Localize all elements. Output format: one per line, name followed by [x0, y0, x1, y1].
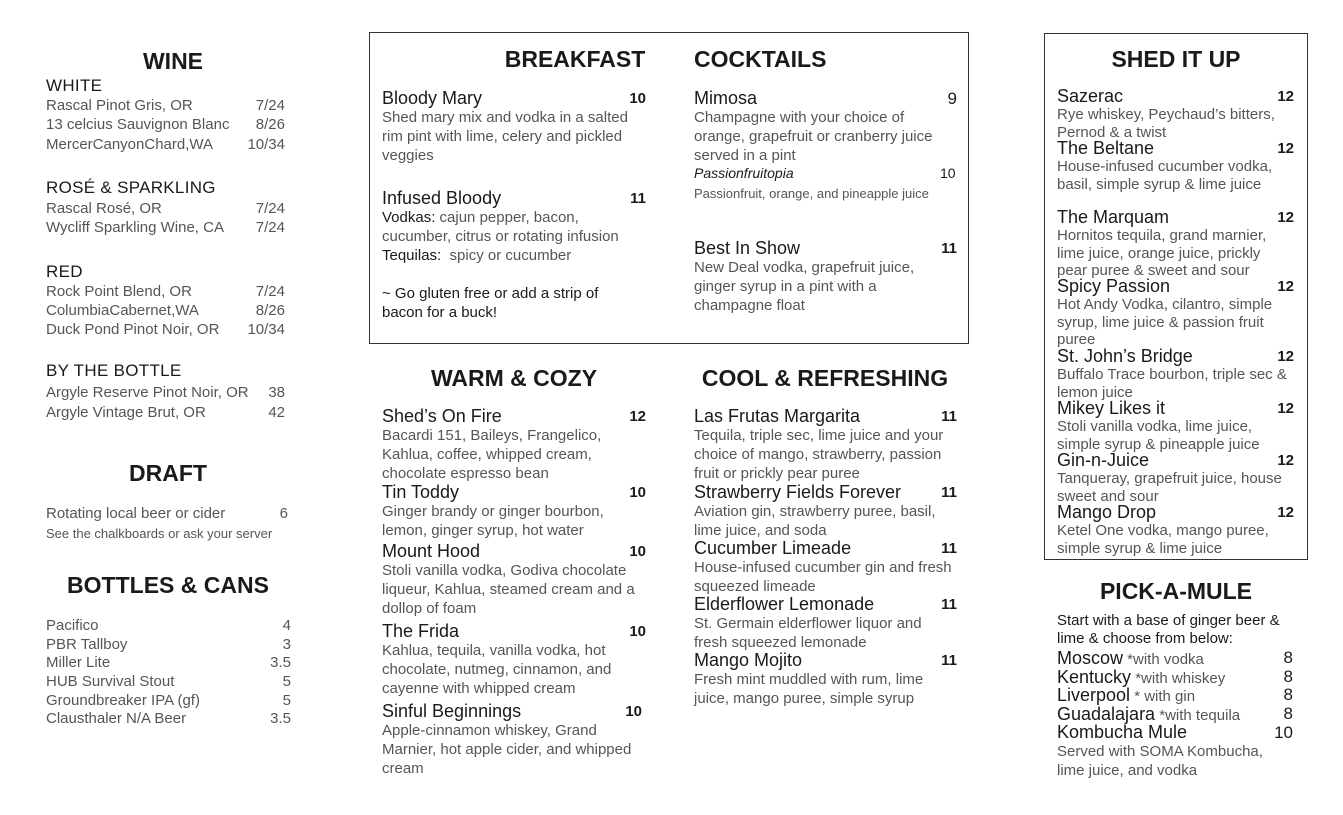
drink-kombucha-mule — [1057, 722, 1293, 780]
mule-heading: PICK-A-MULE — [1099, 578, 1253, 604]
drink-name: Mango Mojito — [694, 650, 803, 670]
mule-price: 8 — [1283, 704, 1293, 723]
tequilas-label: Tequilas: — [382, 247, 442, 264]
drink-price: 9 — [947, 89, 957, 108]
item-price: 7/24 — [255, 283, 285, 300]
item-name: Clausthaler N/A Beer — [46, 710, 187, 727]
drink-name: Infused Bloody — [382, 188, 502, 208]
item-name: HUB Survival Stout — [46, 673, 175, 690]
item-name: Rascal Pinot Gris, OR — [46, 97, 193, 114]
drink-description: Fresh mint muddled with rum, lime juice, mango puree, simple syrup — [694, 671, 924, 707]
drink-description: Hornitos tequila, grand marnier, lime juice, orange juice, prickly pear puree & sweet and sour — [1057, 227, 1267, 279]
drink-description: Buffalo Trace bourbon, triple sec & lemon juice — [1057, 366, 1287, 401]
mule-option — [1057, 648, 1293, 669]
drink-mimosa — [694, 88, 957, 165]
drink-description: Ketel One vodka, mango puree, simple syrup & lime juice — [1057, 522, 1269, 557]
drink-name: Las Frutas Margarita — [694, 406, 861, 426]
drink-name: Tin Toddy — [382, 482, 460, 502]
drink-cucumber-limeade — [694, 538, 957, 596]
drink-price: 12 — [1277, 209, 1294, 226]
drink-name: St. John’s Bridge — [1057, 346, 1193, 366]
item-name: Argyle Reserve Pinot Noir, OR — [46, 384, 249, 401]
drink-mount-hood — [382, 541, 646, 618]
vodkas-options: cajun pepper, bacon, cucumber, citrus or rotating infusion — [382, 209, 619, 245]
wine-heading: WINE — [142, 48, 204, 74]
mule-name: Liverpool — [1057, 685, 1131, 705]
drink-bloody-mary — [382, 88, 646, 165]
drink-price: 12 — [1277, 88, 1294, 105]
drink-price: 12 — [1277, 140, 1294, 157]
mule-price: 8 — [1283, 667, 1293, 686]
item-price: 5 — [282, 692, 291, 709]
bottle-label: BY THE BOTTLE — [46, 361, 182, 380]
bottles-heading: BOTTLES & CANS — [67, 572, 269, 598]
item-price: 38 — [268, 384, 285, 401]
drink-price: 11 — [941, 484, 957, 501]
drink-description: Hot Andy Vodka, cilantro, simple syrup, lime juice & passion fruit puree — [1057, 296, 1273, 348]
drink-price: 12 — [1277, 452, 1294, 469]
item-price: 6 — [279, 505, 288, 522]
drink-description: House-infused cucumber gin and fresh squeezed limeade — [694, 559, 952, 595]
drink-strawberry-fields — [694, 482, 957, 540]
drink-name: Cucumber Limeade — [694, 538, 852, 558]
drink-name: Mimosa — [694, 88, 758, 108]
item-price: 4 — [282, 617, 291, 634]
drink-price: 10 — [1274, 723, 1293, 742]
drink-description: Ginger brandy or ginger bourbon, lemon, ginger syrup, hot water — [382, 503, 604, 539]
drink-price: 12 — [1277, 348, 1294, 365]
drink-the-marquam — [1057, 207, 1294, 280]
drink-description: Champagne with your choice of orange, grapefruit or cranberry juice served in a pint — [694, 109, 933, 164]
item-price: 7/24 — [255, 219, 285, 236]
drink-spicy-passion — [1057, 276, 1294, 349]
item-name: Rascal Rosé, OR — [46, 200, 162, 217]
mule-spirit: * with gin — [1130, 688, 1196, 705]
shed-heading: SHED IT UP — [1111, 46, 1241, 72]
drink-description: Shed mary mix and vodka in a salted rim pint with lime, celery and pickled veggies — [382, 109, 628, 164]
item-price: 7/24 — [255, 200, 285, 217]
cocktails-heading: COCKTAILS — [694, 46, 827, 72]
draft-heading: DRAFT — [129, 460, 207, 486]
drink-st-johns-bridge — [1057, 346, 1294, 401]
drink-the-beltane — [1057, 138, 1294, 193]
drink-description: Apple-cinnamon whiskey, Grand Marnier, hot apple cider, and whipped cream — [382, 722, 632, 777]
drink-name: Spicy Passion — [1057, 276, 1171, 296]
mule-spirit: *with whiskey — [1131, 670, 1226, 687]
drink-price: 10 — [629, 484, 646, 501]
drink-name: Bloody Mary — [382, 88, 483, 108]
mule-spirit: *with tequila — [1155, 707, 1241, 724]
item-price: 10/34 — [247, 321, 285, 338]
drink-price: 11 — [941, 408, 957, 425]
mule-intro: Start with a base of ginger beer & lime & choose from below: — [1057, 612, 1280, 647]
drink-name: Sinful Beginnings — [382, 701, 522, 721]
item-price: 3.5 — [270, 654, 291, 671]
drink-price: 12 — [629, 408, 646, 425]
breakfast-note: ~ Go gluten free or add a strip of bacon for a buck! — [382, 285, 599, 321]
drink-description: Tequila, triple sec, lime juice and your choice of mango, strawberry, passion fruit or prickly pear puree — [694, 427, 944, 482]
drink-best-in-show — [694, 238, 957, 315]
drink-sinful-beginnings — [382, 701, 642, 778]
warm-heading: WARM & COZY — [430, 365, 598, 391]
drink-description: Aviation gin, strawberry puree, basil, lime juice, and soda — [694, 503, 936, 539]
drink-name: Strawberry Fields Forever — [694, 482, 902, 502]
drink-sheds-on-fire — [382, 406, 646, 483]
passionfruitopia-description: Passionfruit, orange, and pineapple juice — [694, 186, 929, 201]
drink-description: Stoli vanilla vodka, Godiva chocolate liqueur, Kahlua, steamed cream and a dollop of foam — [382, 562, 635, 617]
drink-description: Rye whiskey, Peychaud’s bitters, Pernod & a twist — [1057, 106, 1275, 141]
white-label: WHITE — [46, 76, 103, 95]
drink-elderflower-lemonade — [694, 594, 957, 652]
drink-name: Best In Show — [694, 238, 801, 258]
item-name: Argyle Vintage Brut, OR — [46, 404, 206, 421]
drink-price: 10 — [629, 623, 646, 640]
mule-option — [1057, 685, 1293, 706]
tequilas-options: spicy or cucumber — [441, 247, 572, 264]
mule-name: Moscow — [1057, 648, 1124, 668]
drink-price: 10 — [629, 90, 646, 107]
drink-description: Stoli vanilla vodka, lime juice, simple syrup & pineapple juice — [1057, 418, 1260, 453]
drink-description: New Deal vodka, grapefruit juice, ginger syrup in a pint with a champagne float — [694, 259, 915, 314]
item-name: Duck Pond Pinot Noir, OR — [46, 321, 220, 338]
drink-price: 12 — [1277, 504, 1294, 521]
item-name: Rock Point Blend, OR — [46, 283, 192, 300]
drink-price: 11 — [630, 190, 646, 207]
drink-mikey-likes-it — [1057, 398, 1294, 453]
drink-name: Mango Drop — [1057, 502, 1157, 522]
item-name: PBR Tallboy — [46, 636, 128, 653]
drink-name: The Marquam — [1057, 207, 1170, 227]
item-name: Wycliff Sparkling Wine, CA — [46, 219, 224, 236]
drink-price: 12 — [1277, 278, 1294, 295]
mule-name: Kentucky — [1057, 667, 1132, 687]
item-name: 13 celcius Sauvignon Blanc — [46, 116, 230, 133]
drink-name: Elderflower Lemonade — [694, 594, 875, 614]
drink-description: Kahlua, tequila, vanilla vodka, hot chocolate, nutmeg, cinnamon, and cayenne with whipped cream — [382, 642, 612, 697]
red-label: RED — [46, 262, 83, 281]
drink-the-frida — [382, 621, 646, 698]
drink-description: House-infused cucumber vodka, basil, simple syrup & lime juice — [1057, 158, 1273, 193]
item-name: Miller Lite — [46, 654, 111, 671]
drink-price: 11 — [941, 540, 957, 557]
drink-name: Mount Hood — [382, 541, 481, 561]
drink-name: Sazerac — [1057, 86, 1124, 106]
drink-name: The Frida — [382, 621, 460, 641]
drink-description: Tanqueray, grapefruit juice, house sweet and sour — [1057, 470, 1282, 505]
item-price: 3 — [282, 636, 291, 653]
vodkas-label: Vodkas: — [382, 209, 436, 226]
drink-mango-mojito — [694, 650, 957, 708]
item-name: MercerCanyonChard,WA — [46, 136, 213, 153]
cool-heading: COOL & REFRESHING — [701, 365, 949, 391]
drink-description: Served with SOMA Kombucha, lime juice, and vodka — [1057, 743, 1263, 779]
item-price: 7/24 — [255, 97, 285, 114]
drink-name: Kombucha Mule — [1057, 722, 1188, 742]
drink-name: Gin-n-Juice — [1057, 450, 1150, 470]
item-price: 10/34 — [247, 136, 285, 153]
item-price: 5 — [282, 673, 291, 690]
rose-label: ROSÉ & SPARKLING — [46, 178, 216, 197]
drink-price: 11 — [941, 652, 957, 669]
item-name: Pacifico — [46, 617, 99, 634]
drink-name: Shed’s On Fire — [382, 406, 502, 426]
drink-description: St. Germain elderflower liquor and fresh squeezed lemonade — [694, 615, 922, 651]
drink-tin-toddy — [382, 482, 646, 540]
drink-name: Mikey Likes it — [1057, 398, 1166, 418]
item-name: ColumbiaCabernet,WA — [46, 302, 199, 319]
item-price: 8/26 — [255, 116, 285, 133]
drink-price: 11 — [941, 596, 957, 613]
passionfruitopia-price: 10 — [940, 165, 956, 181]
mule-price: 8 — [1283, 685, 1293, 704]
item-price: 3.5 — [270, 710, 291, 727]
item-name: Groundbreaker IPA (gf) — [46, 692, 200, 709]
draft-note: See the chalkboards or ask your server — [46, 526, 273, 541]
drink-price: 10 — [625, 703, 642, 720]
breakfast-heading: BREAKFAST — [504, 46, 646, 72]
mule-spirit: *with vodka — [1123, 651, 1204, 668]
item-name: Rotating local beer or cider — [46, 505, 226, 522]
item-price: 42 — [268, 404, 285, 421]
drink-sazerac — [1057, 86, 1294, 141]
drink-mango-drop — [1057, 502, 1294, 557]
drink-gin-n-juice — [1057, 450, 1294, 505]
item-price: 8/26 — [255, 302, 285, 319]
passionfruitopia-name: Passionfruitopia — [694, 165, 794, 181]
drink-price: 10 — [629, 543, 646, 560]
drink-las-frutas-margarita — [694, 406, 957, 483]
drink-description: Bacardi 151, Baileys, Frangelico, Kahlua, coffee, whipped cream, chocolate espresso bean — [382, 427, 602, 482]
drink-infused-bloody — [382, 188, 646, 265]
mule-name: Guadalajara — [1057, 704, 1156, 724]
drink-name: The Beltane — [1057, 138, 1155, 158]
drink-price: 11 — [941, 240, 957, 257]
drink-price: 12 — [1277, 400, 1294, 417]
mule-price: 8 — [1283, 648, 1293, 667]
